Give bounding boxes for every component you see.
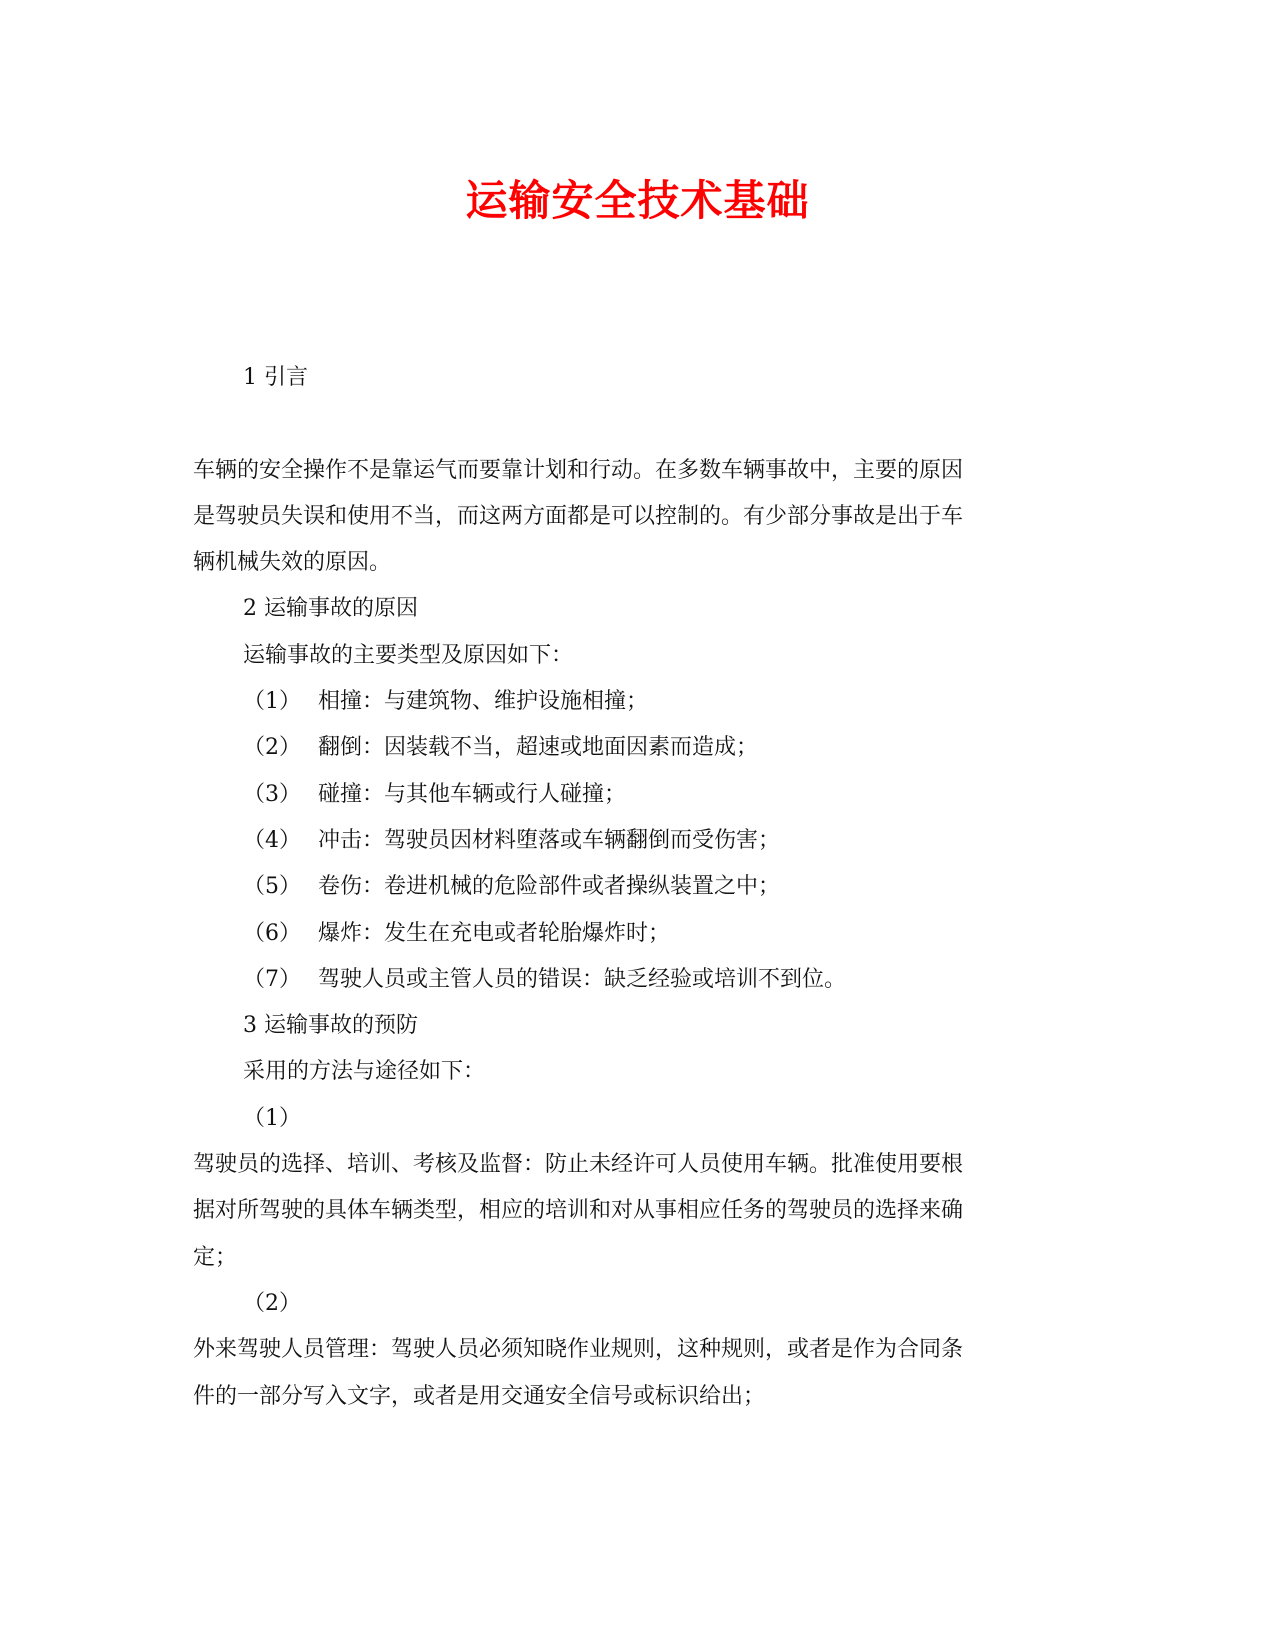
- paragraph-line: 据对所驾驶的具体车辆类型，相应的培训和对从事相应任务的驾驶员的选择来确: [193, 1198, 964, 1223]
- list-item-number: （2）: [243, 1291, 301, 1316]
- section-heading-1: 1 引言: [243, 365, 308, 390]
- list-item-text: 冲击：驾驶员因材料堕落或车辆翻倒而受伤害；: [318, 828, 781, 853]
- list-item-text: 翻倒：因装载不当，超速或地面因素而造成；: [318, 735, 759, 760]
- section-intro: 运输事故的主要类型及原因如下：: [243, 643, 574, 668]
- section-heading-3: 3 运输事故的预防: [243, 1013, 418, 1038]
- paragraph-line: 是驾驶员失误和使用不当，而这两方面都是可以控制的。有少部分事故是出于车: [193, 504, 964, 529]
- list-item-text: 驾驶人员或主管人员的错误：缺乏经验或培训不到位。: [318, 967, 847, 992]
- paragraph-line: 辆机械失效的原因。: [193, 550, 392, 575]
- list-item-number: （5）: [243, 874, 301, 899]
- paragraph-line: 驾驶员的选择、培训、考核及监督：防止未经许可人员使用车辆。批准使用要根: [193, 1152, 964, 1177]
- list-item-text: 爆炸：发生在充电或者轮胎爆炸时；: [318, 921, 671, 946]
- list-item-number: （2）: [243, 735, 301, 760]
- list-item-text: 碰撞：与其他车辆或行人碰撞；: [318, 782, 627, 807]
- paragraph-line: 定；: [193, 1245, 238, 1270]
- section-heading-2: 2 运输事故的原因: [243, 596, 418, 621]
- list-item-text: 卷伤：卷进机械的危险部件或者操纵装置之中；: [318, 874, 781, 899]
- paragraph-line: 外来驾驶人员管理：驾驶人员必须知晓作业规则，这种规则，或者是作为合同条: [193, 1337, 964, 1362]
- paragraph-line: 件的一部分写入文字，或者是用交通安全信号或标识给出；: [193, 1384, 766, 1409]
- list-item-number: （3）: [243, 782, 301, 807]
- document-title: 运输安全技术基础: [465, 176, 810, 225]
- section-intro: 采用的方法与途径如下：: [243, 1059, 486, 1084]
- list-item-number: （1）: [243, 689, 301, 714]
- paragraph-line: 车辆的安全操作不是靠运气而要靠计划和行动。在多数车辆事故中，主要的原因: [193, 458, 964, 483]
- list-item-text: 相撞：与建筑物、维护设施相撞；: [318, 689, 649, 714]
- list-item-number: （6）: [243, 921, 301, 946]
- list-item-number: （4）: [243, 828, 301, 853]
- list-item-number: （7）: [243, 967, 301, 992]
- list-item-number: （1）: [243, 1106, 301, 1131]
